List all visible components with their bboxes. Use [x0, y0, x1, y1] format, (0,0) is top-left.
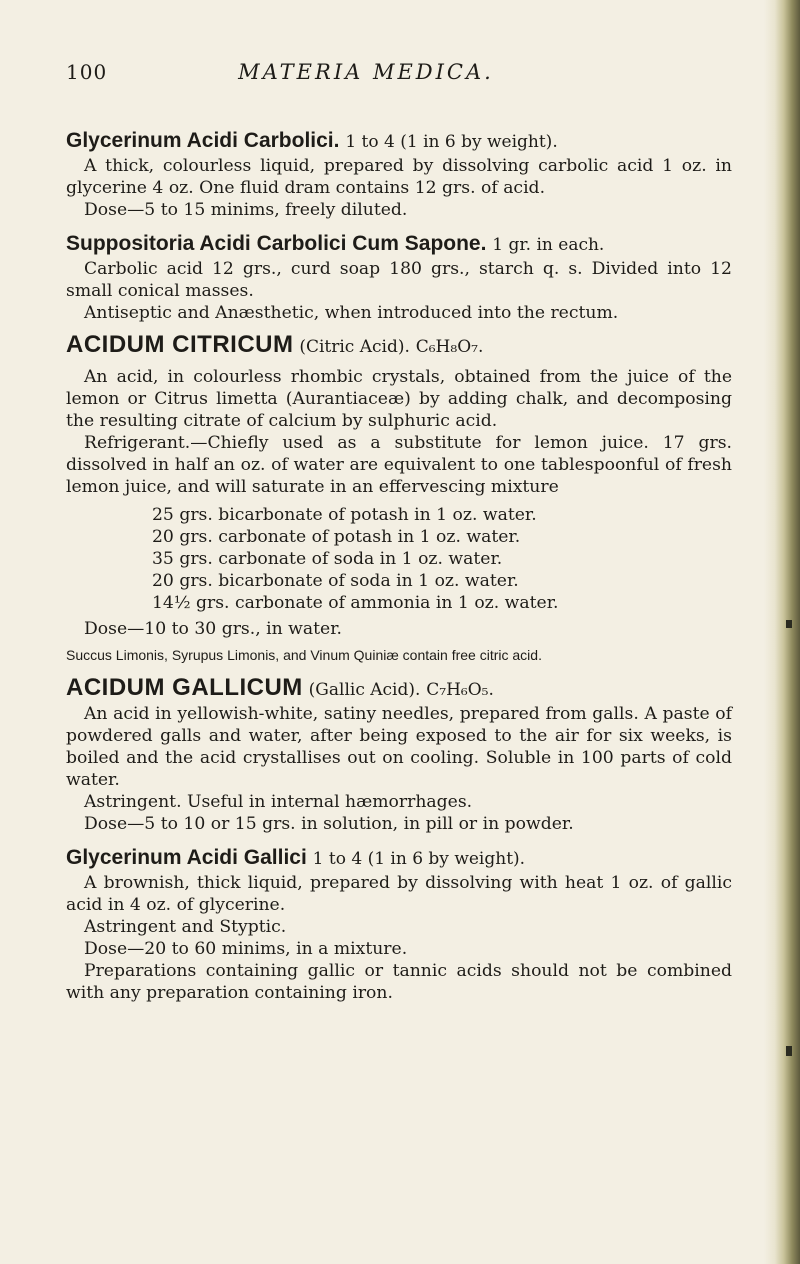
entry-description: A brownish, thick liquid, prepared by dissolving with heat 1 oz. of gallic acid in 4 oz. of glycerine. — [66, 873, 732, 915]
list-item: 20 grs. bicarbonate of soda in 1 oz. water. — [152, 571, 519, 591]
entry-title: ACIDUM GALLICUM — [66, 674, 303, 701]
entry-ratio: 1 gr. in each. — [492, 235, 605, 255]
entry-description: A thick, colourless liquid, prepared by dissolving carbolic acid 1 oz. in glycerine 4 oz. One fluid dram contains 12 grs. of acid. — [66, 156, 732, 198]
margin-mark — [786, 620, 792, 628]
entry-title: Glycerinum Acidi Carbolici. — [66, 129, 340, 152]
entry-dose: Dose—10 to 30 grs., in water. — [84, 619, 342, 639]
entry-heading — [66, 675, 732, 703]
entry-acidum-gallicum — [66, 675, 732, 835]
page-header — [66, 60, 726, 86]
page-edge-shadow — [764, 0, 800, 1264]
list-item: 20 grs. carbonate of potash in 1 oz. water. — [152, 527, 521, 547]
entry-use: Refrigerant.—Chiefly used as a substitute for lemon juice. 17 grs. dissolved in half an oz. of water are equivalent to one tablespoonful of fresh lemon juice, and will saturate in an effervescing mixture — [66, 433, 732, 497]
margin-mark — [786, 1046, 792, 1056]
entry-subtitle: (Gallic Acid). — [308, 680, 421, 700]
list-item: 14½ grs. carbonate of ammonia in 1 oz. water. — [152, 593, 559, 613]
entry-dose: Dose—5 to 10 or 15 grs. in solution, in pill or in powder. — [84, 814, 574, 834]
entry-dose: Dose—20 to 60 minims, in a mixture. — [84, 939, 408, 959]
entry-caution: Preparations containing gallic or tannic acids should not be combined with any preparation containing iron. — [66, 961, 732, 1003]
entry-glycerinum-acidi-carbolici — [66, 128, 732, 221]
page-number: 100 — [66, 60, 108, 84]
list-item: 35 grs. carbonate of soda in 1 oz. water. — [152, 549, 503, 569]
entry-use: Astringent and Styptic. — [84, 917, 287, 937]
entry-use: Antiseptic and Anæsthetic, when introduced into the rectum. — [84, 303, 619, 323]
entry-ratio: 1 to 4 (1 in 6 by weight). — [345, 132, 558, 152]
entry-ratio: 1 to 4 (1 in 6 by weight). — [312, 849, 526, 869]
entry-heading — [66, 231, 732, 258]
entry-description: An acid, in colourless rhombic crystals, obtained from the juice of the lemon or Citrus limetta (Aurantiaceæ) by adding chalk, and decomposing the resulting citrate of calcium by sulphuric acid. — [66, 367, 732, 431]
entry-subtitle: (Citric Acid). — [299, 337, 410, 357]
entry-acidum-citricum — [66, 332, 732, 665]
entry-description: Carbolic acid 12 grs., curd soap 180 grs., starch q. s. Divided into 12 small conical masses. — [66, 259, 732, 301]
entry-use: Astringent. Useful in internal hæmorrhages. — [84, 792, 473, 812]
chemical-formula: C₇H₆O₅. — [426, 680, 494, 700]
entry-description: An acid in yellowish-white, satiny needles, prepared from galls. A paste of powdered galls and water, after being exposed to the air for six weeks, is boiled and the acid crystallises out on cooling. Soluble in 100 parts of cold water. — [66, 704, 732, 790]
entry-note: Succus Limonis, Syrupus Limonis, and Vinum Quiniæ contain free citric acid. — [66, 647, 542, 663]
running-title: MATERIA MEDICA. — [238, 60, 494, 84]
entry-suppositoria-acidi-carbolici — [66, 231, 732, 324]
entry-heading — [66, 845, 732, 872]
page-body — [66, 128, 732, 1012]
mixture-list — [152, 504, 732, 614]
entry-title: Glycerinum Acidi Gallici — [66, 846, 307, 869]
entry-heading — [66, 128, 732, 155]
list-item: 25 grs. bicarbonate of potash in 1 oz. water. — [152, 505, 537, 525]
chemical-formula: C₆H₈O₇. — [415, 337, 484, 357]
entry-heading — [66, 332, 732, 360]
entry-dose: Dose—5 to 15 minims, freely diluted. — [84, 200, 408, 220]
entry-glycerinum-acidi-gallici — [66, 845, 732, 1004]
entry-title: Suppositoria Acidi Carbolici Cum Sapone. — [66, 232, 487, 255]
entry-title: ACIDUM CITRICUM — [66, 331, 294, 358]
